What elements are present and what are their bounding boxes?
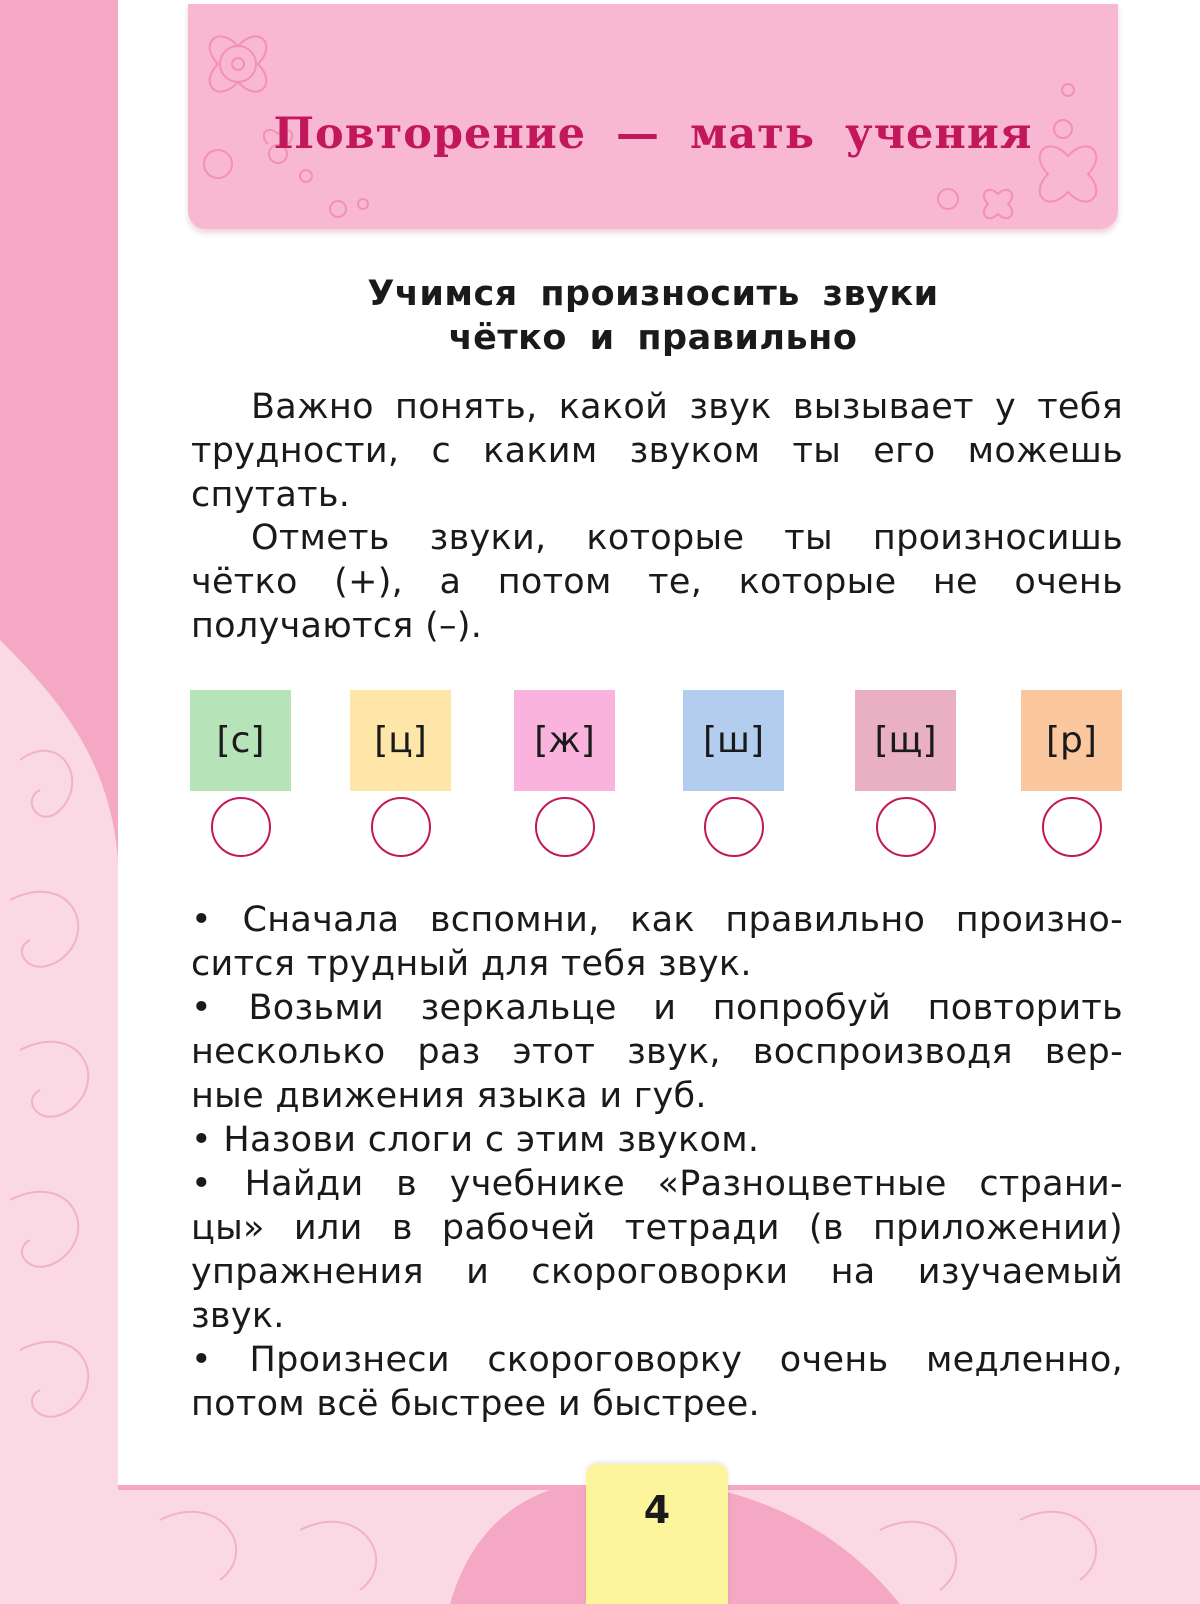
sound-box-shch: [щ] [855, 690, 956, 791]
sound-box-ts: [ц] [350, 690, 451, 791]
intro-line: Отметь звуки, которые ты произносишь [251, 518, 1123, 558]
tip-line: звук. [191, 1296, 285, 1336]
mark-circle-sh[interactable] [704, 797, 764, 857]
tip-line: • Возьми зеркальце и попробуй повторить [191, 988, 1123, 1028]
tip-line: • Найди в учебнике «Разноцветные страни- [191, 1164, 1123, 1204]
subtitle-line-2: чётко и правильно [448, 318, 858, 358]
mark-circle-r[interactable] [1042, 797, 1102, 857]
header-banner [188, 4, 1118, 229]
tip-line: • Сначала вспомни, как правильно произно- [191, 900, 1123, 940]
page-title: Повторение — мать учения [273, 109, 1033, 159]
tip-line: сится трудный для тебя звук. [191, 944, 752, 984]
intro-line: получаются (–). [191, 606, 483, 646]
sound-box-sh: [ш] [683, 690, 784, 791]
intro-line: спутать. [191, 475, 351, 515]
tip-line: упражнения и скороговорки на изучаемый [191, 1252, 1123, 1292]
section-subtitle [188, 272, 1118, 360]
tip-line: • Назови слоги с этим звуком. [191, 1120, 760, 1160]
tip-line: цы» или в рабочей тетради (в приложении) [191, 1208, 1123, 1248]
intro-line: чётко (+), а потом те, которые не очень [191, 562, 1123, 602]
tip-line: • Произнеси скороговорку очень медленно, [191, 1340, 1123, 1380]
page-number-tab [586, 1464, 728, 1604]
mark-circle-shch[interactable] [876, 797, 936, 857]
tip-line: ные движения языка и губ. [191, 1076, 707, 1116]
intro-line: Важно понять, какой звук вызывает у тебя [251, 387, 1123, 427]
tip-line: несколько раз этот звук, воспроизводя вер- [191, 1032, 1123, 1072]
sound-box-s: [с] [190, 690, 291, 791]
mark-circle-zh[interactable] [535, 797, 595, 857]
sound-box-zh: [ж] [514, 690, 615, 791]
sound-box-r: [р] [1021, 690, 1122, 791]
intro-line: трудности, с каким звуком ты его можешь [191, 431, 1123, 471]
mark-circle-s[interactable] [211, 797, 271, 857]
mark-circle-ts[interactable] [371, 797, 431, 857]
tip-line: потом всё быстрее и быстрее. [191, 1384, 760, 1424]
page-number: 4 [643, 1488, 671, 1532]
subtitle-line-1: Учимся произносить звуки [367, 274, 939, 314]
